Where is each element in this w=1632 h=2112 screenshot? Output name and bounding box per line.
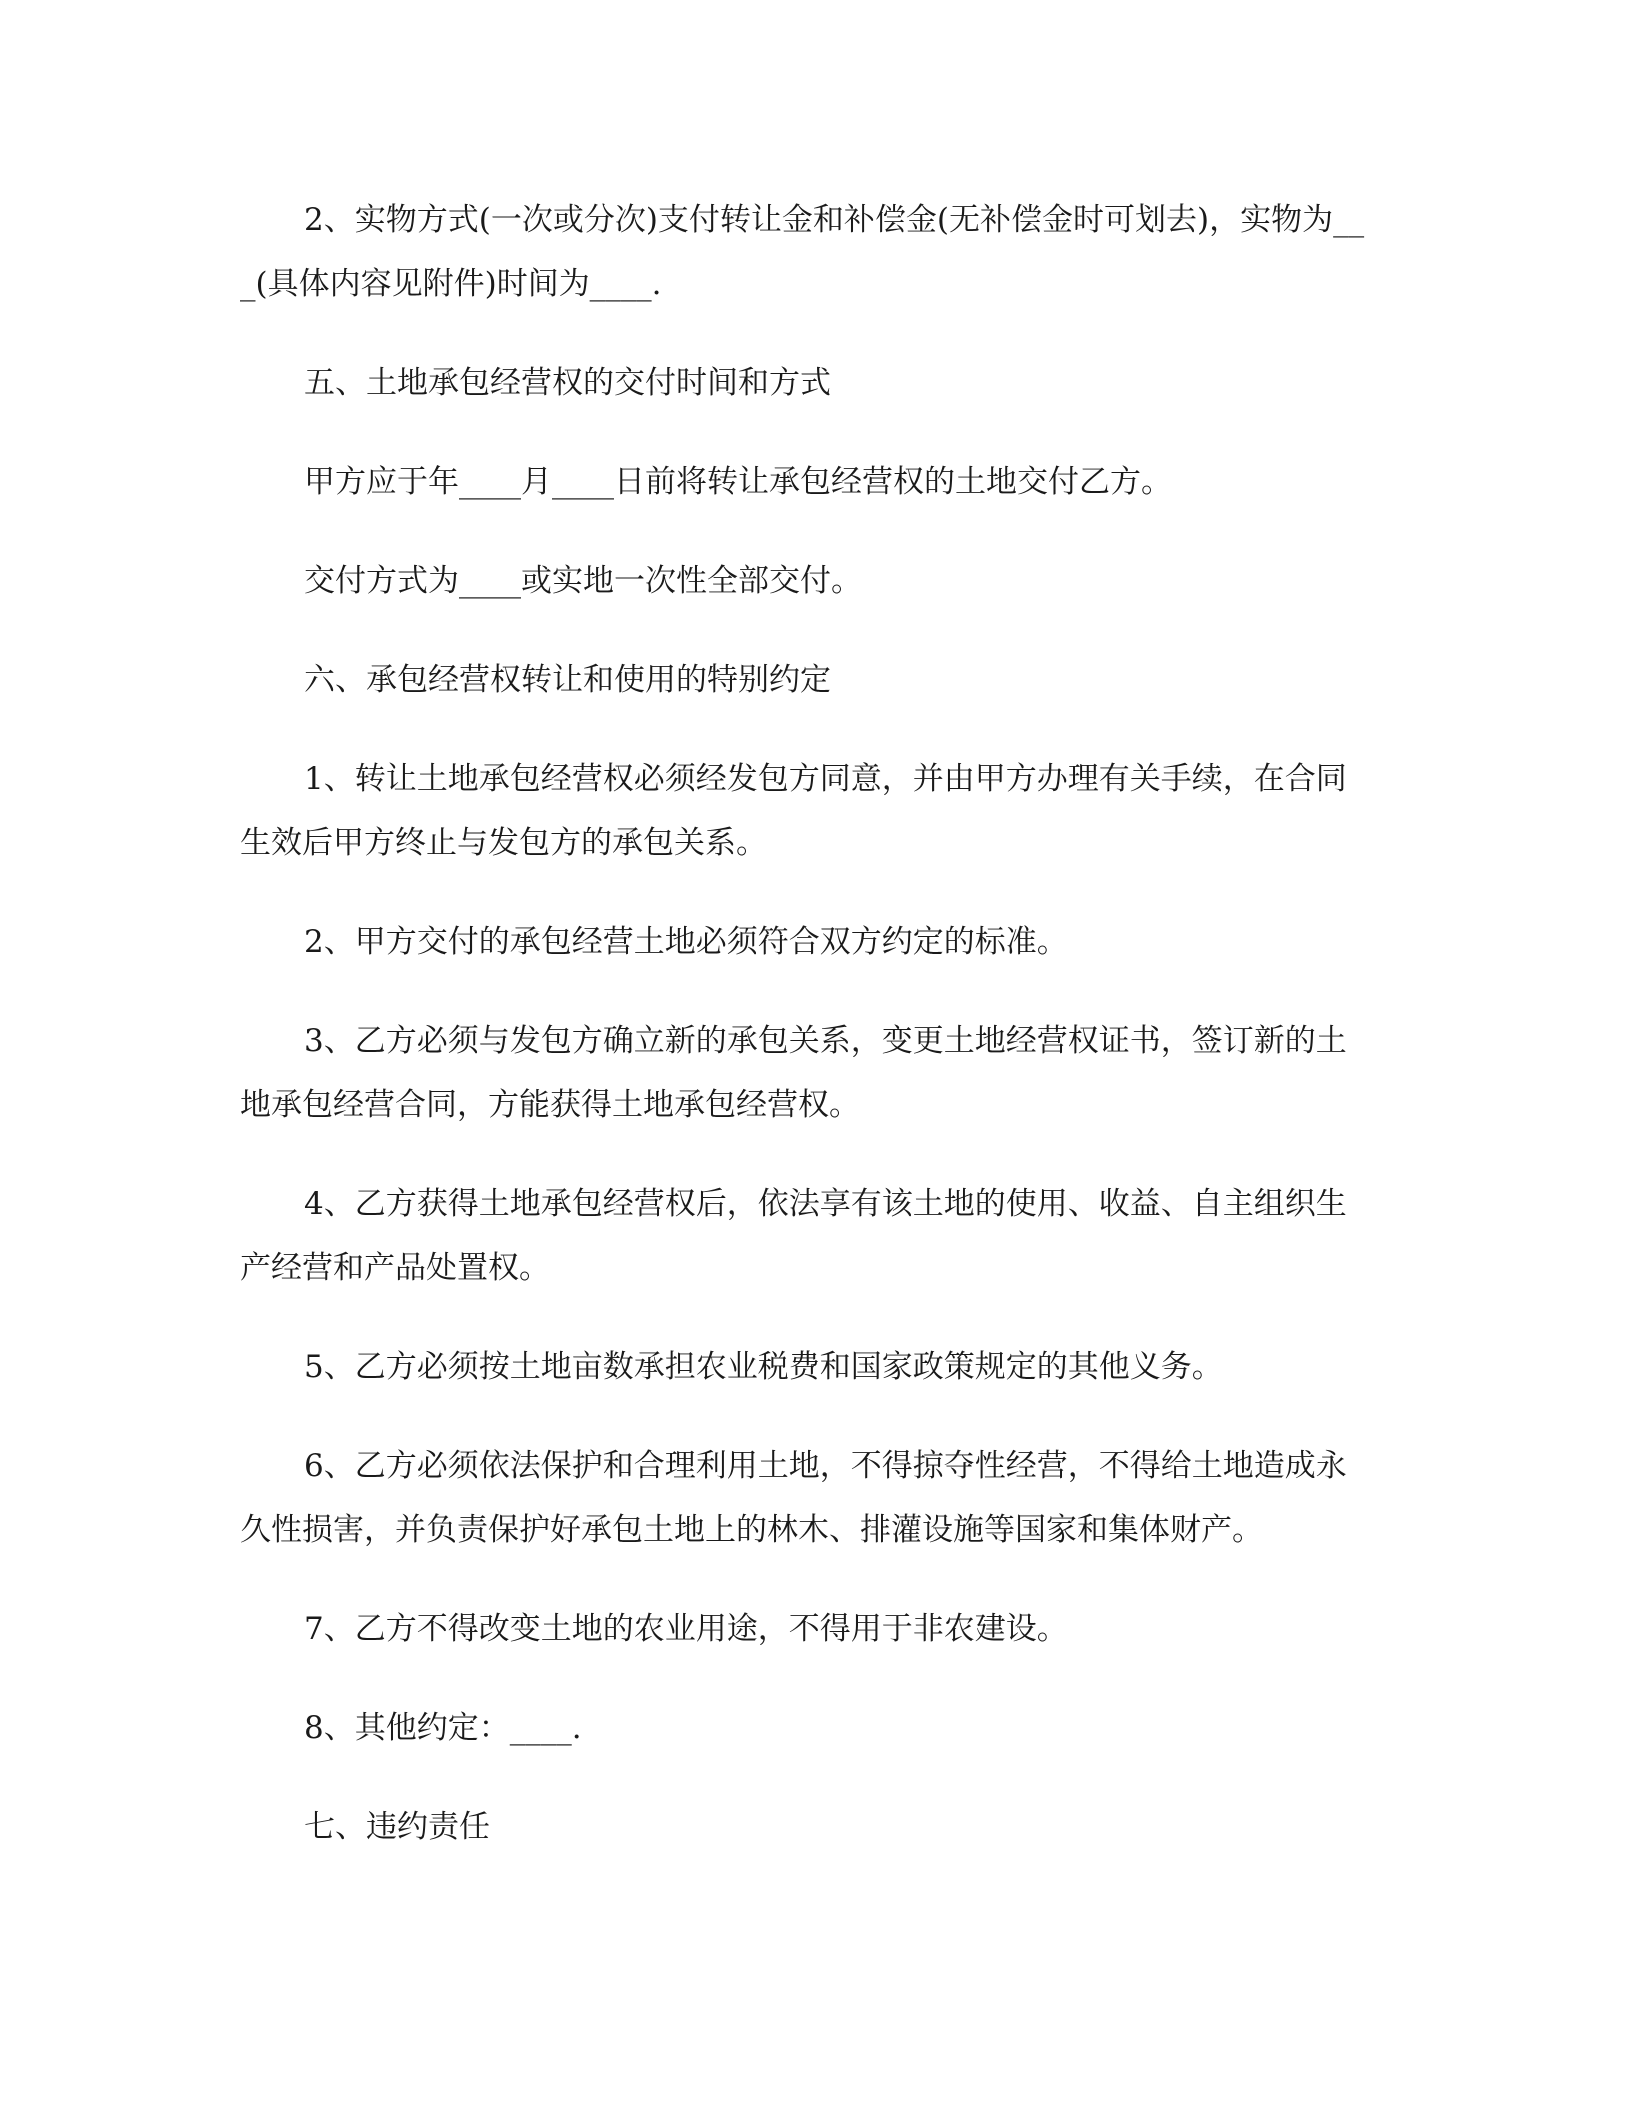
document-body (240, 188, 1370, 1894)
clause-six-3: 3、乙方必须与发包方确立新的承包关系，变更土地经营权证书，签订新的土地承包经营合同，方能获得土地承包经营权。 (240, 1023, 1347, 1123)
clause-six-2: 2、甲方交付的承包经营土地必须符合双方约定的标准。 (304, 924, 1068, 960)
clause-payment-in-kind: 2、实物方式(一次或分次)支付转让金和补偿金(无补偿金时可划去)，实物为___(具体内容见附件)时间为____. (240, 202, 1365, 302)
clause-six-6: 6、乙方必须依法保护和合理利用土地，不得掠夺性经营，不得给土地造成永久性损害，并负责保护好承包土地上的林木、排灌设施等国家和集体财产。 (240, 1448, 1347, 1548)
clause-six-4: 4、乙方获得土地承包经营权后，依法享有该土地的使用、收益、自主组织生产经营和产品处置权。 (240, 1186, 1347, 1286)
section-heading-five: 五、土地承包经营权的交付时间和方式 (304, 365, 831, 401)
section-heading-seven: 七、违约责任 (304, 1809, 490, 1845)
clause-six-8: 8、其他约定：____. (304, 1710, 582, 1746)
clause-delivery-method: 交付方式为____或实地一次性全部交付。 (304, 563, 862, 599)
clause-six-7: 7、乙方不得改变土地的农业用途，不得用于非农建设。 (304, 1611, 1068, 1647)
clause-six-5: 5、乙方必须按土地亩数承担农业税费和国家政策规定的其他义务。 (304, 1349, 1223, 1385)
clause-six-1: 1、转让土地承包经营权必须经发包方同意，并由甲方办理有关手续，在合同生效后甲方终止与发包方的承包关系。 (240, 761, 1347, 861)
clause-delivery-date: 甲方应于年____月____日前将转让承包经营权的土地交付乙方。 (304, 464, 1172, 500)
section-heading-six: 六、承包经营权转让和使用的特别约定 (304, 662, 831, 698)
